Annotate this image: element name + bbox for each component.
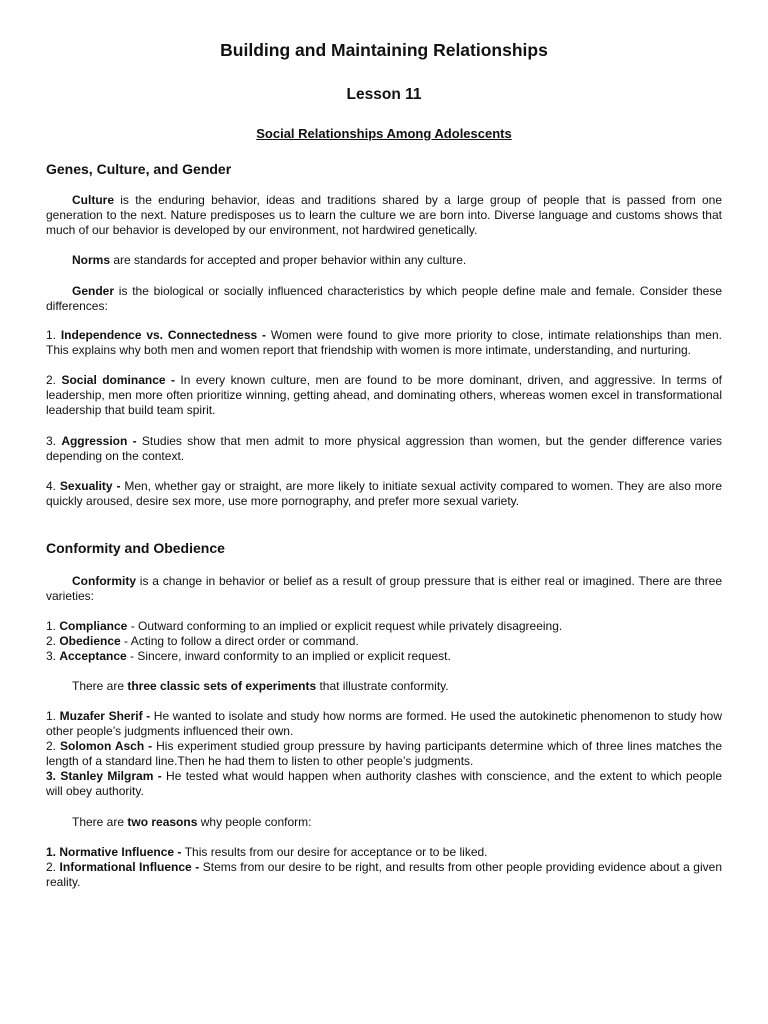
paragraph-reasons-intro: There are two reasons why people conform:: [72, 815, 312, 829]
term-culture: Culture: [72, 193, 114, 207]
list-item: 3. Acceptance - Sincere, inward conformity to an implied or explicit request.: [46, 649, 451, 663]
list-item: 2. Informational Influence - Stems from our desire to be right, and results from other people providing evidence about a given reality.: [46, 860, 722, 889]
list-item: 3. Stanley Milgram - He tested what would happen when authority clashes with conscience, and the extent to which people will obey authority.: [46, 769, 722, 798]
term-gender: Gender: [72, 284, 115, 298]
list-item: 1. Compliance - Outward conforming to an implied or explicit request while privately disagreeing.: [46, 619, 563, 633]
list-item: 2. Social dominance - In every known culture, men are found to be more dominant, driven, and aggressive. In terms of leadership, men more often prioritize winning, getting ahead, and dominating others, whereas women excel in transformational leadership that build team spirit.: [46, 373, 723, 417]
paragraph-gender: Gender is the biological or socially influenced characteristics by which people define male and female. Consider these differences:: [46, 284, 722, 313]
section-heading-genes: Genes, Culture, and Gender: [46, 161, 232, 177]
list-item: 2. Solomon Asch - His experiment studied group pressure by having participants determine which of three lines matches the length of a standard line.Then he had them to listen to other people’s judgments.: [46, 739, 722, 768]
list-item: 4. Sexuality - Men, whether gay or straight, are more likely to initiate sexual activity compared to women. They are also more quickly aroused, desire sex more, use more pornography, and prefer more sexual variety.: [46, 479, 723, 508]
list-item: 1. Normative Influence - This results from our desire for acceptance or to be liked.: [46, 845, 488, 859]
paragraph-experiments-intro: There are three classic sets of experiments that illustrate conformity.: [72, 679, 449, 693]
section-heading-conformity: Conformity and Obedience: [46, 540, 225, 556]
document-title: Building and Maintaining Relationships: [220, 40, 548, 60]
paragraph-norms: Norms are standards for accepted and proper behavior within any culture.: [72, 253, 467, 267]
list-item: 3. Aggression - Studies show that men admit to more physical aggression than women, but the gender difference varies depending on the context.: [46, 434, 722, 463]
paragraph-conformity: Conformity is a change in behavior or belief as a result of group pressure that is either real or imagined. There are three varieties:: [46, 574, 722, 603]
term-conformity: Conformity: [72, 574, 136, 588]
term-norms: Norms: [72, 253, 111, 267]
list-item: 1. Muzafer Sherif - He wanted to isolate and study how norms are formed. He used the autokinetic phenomenon to study how other people’s judgments influenced their own.: [46, 709, 723, 738]
lesson-subtitle: Social Relationships Among Adolescents: [256, 126, 512, 141]
list-item: 1. Independence vs. Connectedness - Women were found to give more priority to close, intimate relationships than men. This explains why both men and women report that friendship with women is more intimate, understanding, and nurturing.: [46, 328, 722, 357]
list-item: 2. Obedience - Acting to follow a direct order or command.: [46, 634, 359, 648]
lesson-number: Lesson 11: [346, 86, 422, 103]
paragraph-culture: Culture is the enduring behavior, ideas and traditions shared by a large group of people that is passed from one generation to the next. Nature predisposes us to learn the culture we are born into. Diverse language and customs shows that much of our behavior is developed by our environment, not hardwired genetically.: [46, 193, 722, 237]
